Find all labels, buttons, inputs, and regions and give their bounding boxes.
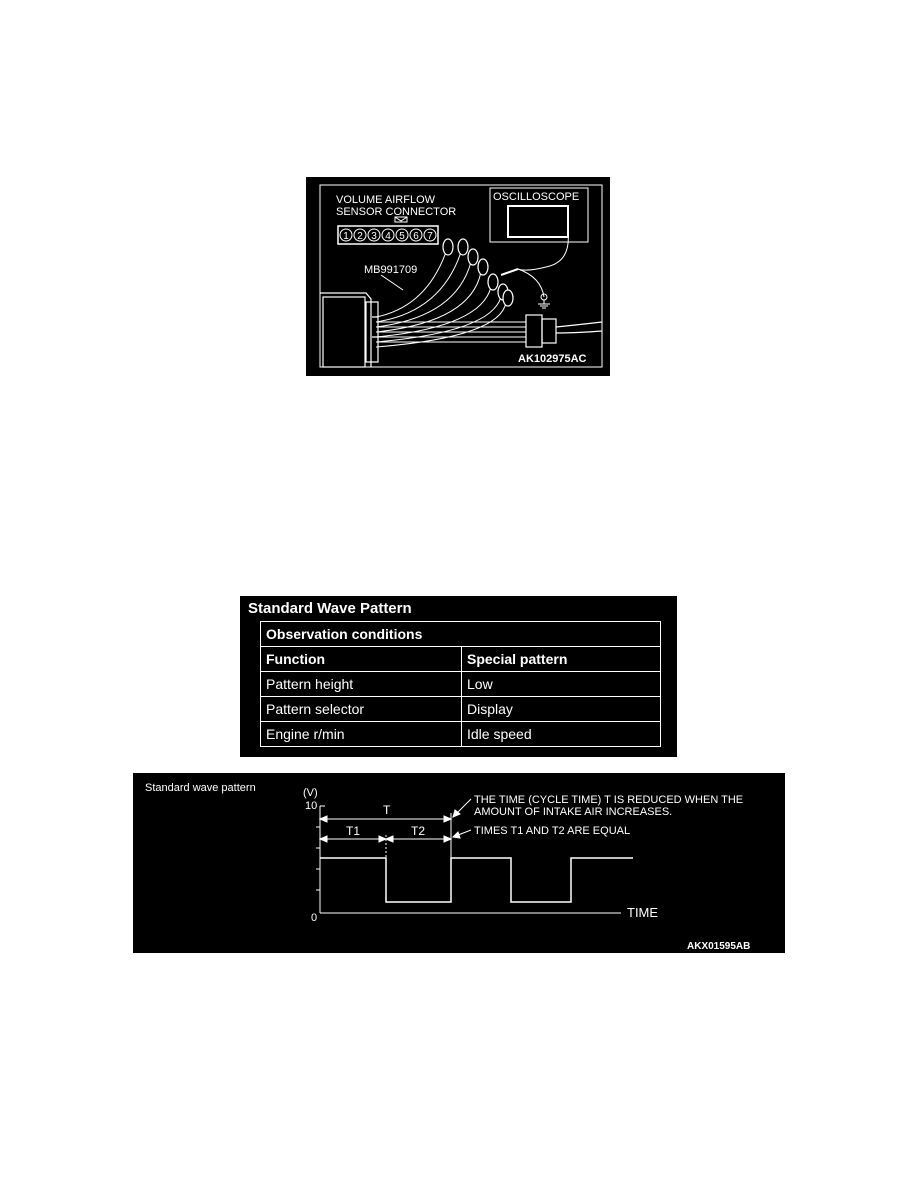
note-cycle-time-line1: THE TIME (CYCLE TIME) T IS REDUCED WHEN THE [474,794,744,806]
period-dimension [320,813,451,858]
connector-pin-number: 2 [357,231,363,242]
waveform-axes [316,806,621,913]
t2-label: T2 [411,824,426,838]
table-cell: Low [462,672,661,697]
y-unit: (V) [303,787,318,799]
y-min-label: 0 [311,912,318,924]
harness-connector [526,315,602,347]
table-row [261,672,661,697]
figure-code: AK102975AC [518,353,587,365]
connector-pin-number: 1 [343,231,349,242]
connector-label-line1: VOLUME AIRFLOW [336,194,436,206]
connector-label-line2: SENSOR CONNECTOR [336,206,457,218]
figure-code: AKX01595AB [687,941,751,952]
sensor-connector [338,217,438,244]
section-header: Observation conditions [261,622,661,647]
table-cell: Pattern height [261,672,462,697]
oscilloscope-label: OSCILLOSCOPE [493,191,580,203]
connection-diagram [306,177,610,376]
connector-pin-number: 5 [399,231,405,242]
engine-component [320,293,378,367]
y-max-label: 10 [305,800,318,812]
probe-clips [443,239,513,306]
annotation-arrows [453,799,471,838]
note-equal-times: TIMES T1 AND T2 ARE EQUAL [474,825,631,837]
x-axis-label: TIME [627,905,659,920]
table-title: Standard Wave Pattern [248,600,412,617]
oscilloscope [490,188,588,242]
table-header-row [261,647,661,672]
table-cell: Display [462,697,661,722]
table-cell: Pattern selector [261,697,462,722]
waveform-panel [133,773,785,953]
table-cell: Engine r/min [261,722,462,747]
waveform-label: Standard wave pattern [145,782,256,794]
conditions-table [260,621,661,747]
table-row [261,622,661,647]
tool-label: MB991709 [364,264,418,276]
table-row [261,722,661,747]
conditions-panel [240,596,677,757]
column-header-pattern: Special pattern [462,647,661,672]
connector-pin-number: 4 [385,231,391,242]
period-label: T [383,803,391,817]
column-header-function: Function [261,647,462,672]
connector-pin-number: 3 [371,231,377,242]
table-cell: Idle speed [462,722,661,747]
square-wave [320,858,633,902]
connector-pin-number: 6 [413,231,419,242]
t1-label: T1 [346,824,361,838]
note-cycle-time-line2: AMOUNT OF INTAKE AIR INCREASES. [474,806,673,818]
table-row [261,697,661,722]
connector-pin-number: 7 [427,231,433,242]
